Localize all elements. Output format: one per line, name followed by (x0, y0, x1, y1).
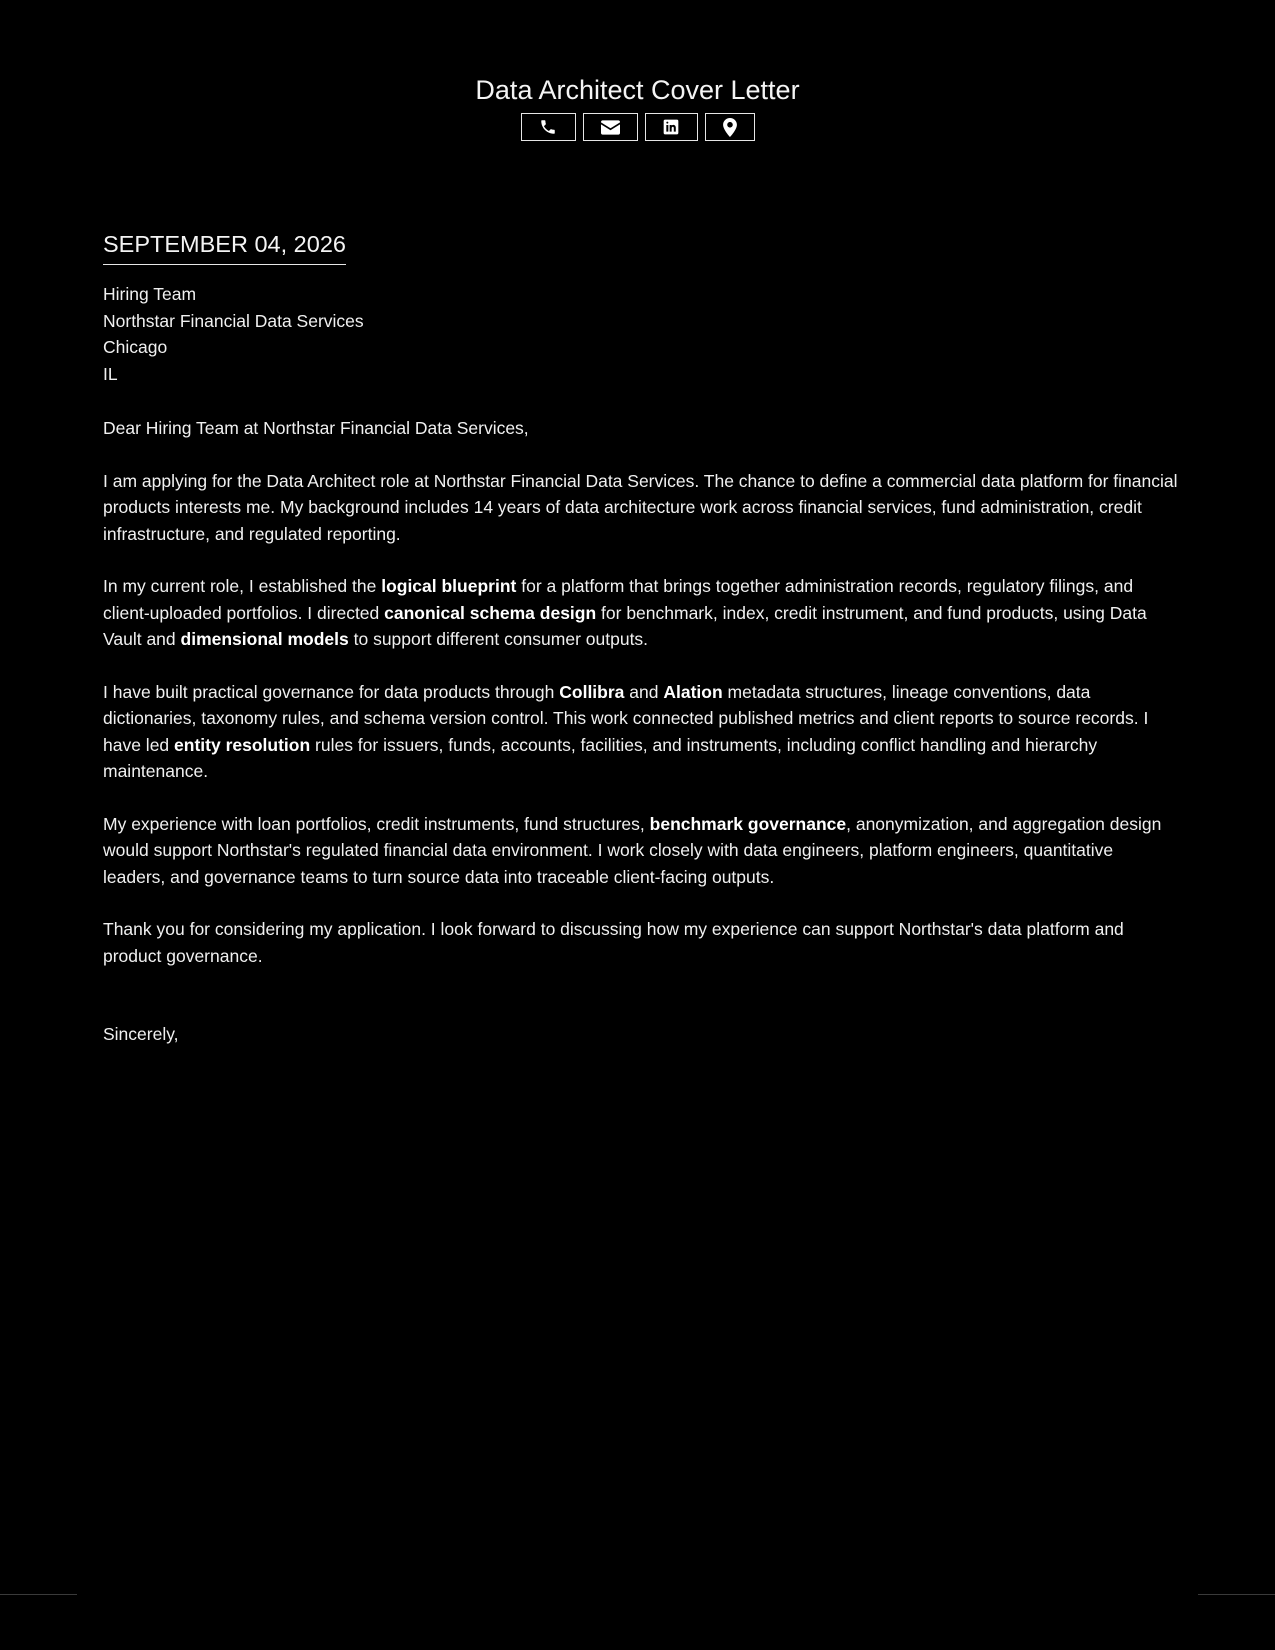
location-pin-icon (723, 118, 737, 137)
recipient-company: Northstar Financial Data Services (103, 310, 364, 331)
salutation: Dear Hiring Team at Northstar Financial Data Services, (103, 418, 529, 438)
paragraph-text: for a platform that brings together administration records, regulatory filings, and client-uploaded portfolios. I directed (103, 576, 1134, 623)
contact-links (0, 113, 1275, 141)
paragraph-text: I am applying for the Data Architect role at Northstar Financial Data Services. The chance to define a commercial data platform for financial products interests me. My background includes 14 years of data architecture work across financial services, fund administration, credit infrastructure, and regulated reporting. (103, 470, 1178, 544)
phone-button[interactable] (521, 113, 576, 141)
body-paragraph (103, 468, 1178, 548)
envelope-icon (601, 120, 620, 135)
paragraph-text: and (624, 681, 664, 702)
footer-divider-left (0, 1594, 77, 1595)
body-paragraph (103, 679, 1178, 785)
body-paragraph (103, 573, 1178, 653)
recipient-name: Hiring Team (103, 284, 197, 304)
paragraph-text: metadata structures, lineage conventions, data dictionaries, taxonomy rules, and schema version control. This work connected published metrics and client reports to source records. I have led (103, 681, 1149, 755)
letter-body (103, 228, 1178, 1048)
paragraph-text: In my current role, I established the (103, 576, 382, 596)
paragraph-text: , anonymization, and aggregation design would support Northstar's regulated financial data environment. I work closely with data engineers, platform engineers, quantitative leaders, and governance teams to turn source data into traceable client-facing outputs. (103, 813, 1162, 887)
paragraph-text: My experience with loan portfolios, credit instruments, fund structures, (103, 813, 650, 834)
email-button[interactable] (583, 113, 638, 141)
footer-divider-right (1198, 1594, 1275, 1595)
emphasized-phrase: entity resolution (174, 734, 311, 755)
location-button[interactable] (705, 113, 755, 141)
paragraph-text: to support different consumer outputs. (348, 629, 649, 649)
emphasized-phrase: Alation (663, 681, 723, 702)
page-title: Data Architect Cover Letter (475, 75, 800, 105)
linkedin-icon (663, 119, 679, 135)
paragraph-text: I have built practical governance for data products through (103, 681, 560, 702)
emphasized-phrase: Collibra (559, 681, 625, 702)
paragraph-text: Thank you for considering my application. I look forward to discussing how my experience can support Northstar's data platform and product governance. (103, 919, 1124, 966)
closing: Sincerely, (103, 1024, 179, 1044)
letter-header (0, 72, 1275, 141)
paragraph-text: rules for issuers, funds, accounts, facilities, and instruments, including conflict handling and hierarchy maintenance. (103, 734, 1098, 781)
phone-icon (539, 118, 557, 136)
recipient-state: IL (103, 363, 118, 384)
linkedin-button[interactable] (645, 113, 698, 141)
emphasized-phrase: canonical schema design (384, 602, 597, 623)
recipient-city: Chicago (103, 337, 168, 357)
emphasized-phrase: dimensional models (180, 629, 349, 649)
recipient-address (103, 281, 1178, 387)
letter-date: SEPTEMBER 04, 2026 (103, 228, 346, 265)
emphasized-phrase: benchmark governance (649, 813, 847, 834)
paragraph-text: for benchmark, index, credit instrument, and fund products, using Data Vault and (103, 602, 1147, 649)
body-paragraph (103, 811, 1178, 891)
body-paragraph (103, 916, 1178, 969)
emphasized-phrase: logical blueprint (381, 576, 517, 596)
